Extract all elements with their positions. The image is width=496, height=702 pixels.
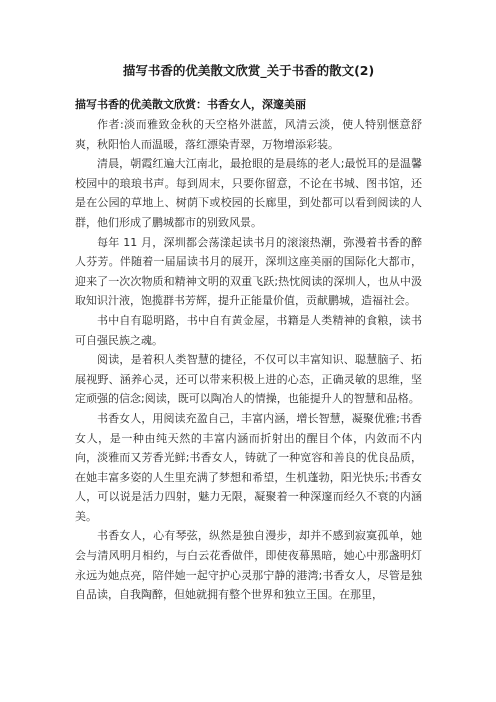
paragraph-author: 作者:淡而雅致金秋的天空格外湛蓝，风清云淡，使人特别惬意舒爽，秋阳怡人而温暖，落红漂染青翠，万物增添彩装。 [75, 118, 422, 151]
paragraph: 阅读，是着积人类智慧的捷径，不仅可以丰富知识、聪慧脑子、拓展视野、涵养心灵，还可以带来积极上进的心态，正确灵敏的思维，坚定顽强的信念;阅读，既可以陶冶人的情操，也能提升人的智慧和品格。 [75, 353, 422, 406]
section-heading: 描写书香的优美散文欣赏：书香女人，深邃美丽 [75, 98, 306, 111]
paragraph: 清晨，朝霞红遍大江南北，最抢眼的是晨练的老人;最悦耳的是温馨校园中的琅琅书声。每到周末，只要你留意，不论在书城、图书馆，还是在公园的草地上、树荫下或校园的长廊里，到处都可以看到阅读的人群，他们形成了鹏城都市的别致风景。 [75, 157, 422, 229]
paragraph: 书中自有聪明路，书中自有黄金屋，书籍是人类精神的食粮，读书可自强民族之魂。 [75, 313, 422, 347]
paragraph: 书香女人，用阅读充盈自己，丰富内涵，增长智慧，凝聚优雅;书香女人，是一种由纯天然的丰富内涵而折射出的醒目个体，内敛而不内向，淡雅而又芳香光鲜;书香女人，铸就了一种宽容和善良的优良品质，在她丰富多姿的人生里充满了梦想和希望，生机蓬勃，阳光快乐;书香女人，可以说是活力四射，魅力无限，凝聚着一种深邃而经久不衰的内涵美。 [75, 411, 422, 523]
paragraph: 每年 11 月，深圳都会荡漾起读书月的滚滚热潮，弥漫着书香的醉人芬芳。伴随着一届届读书月的展开，深圳这座美丽的国际化大都市，迎来了一次次物质和精神文明的双重飞跃;热忱阅读的深圳人，也从中汲取知识汁液，饱揽群书芳辉，提升正能量价值，贡献鹏城，造福社会。 [75, 235, 422, 308]
paragraph: 书香女人，心有琴弦，纵然是独自漫步，却并不感到寂寞孤单，她会与清风明月相约，与白云花香做伴，即使夜幕黑暗，她心中那盏明灯永远为她点亮，陪伴她一起守护心灵那宁静的港湾;书香女人，尽管是独自品读，自我陶醉，但她就拥有整个世界和独立王国。在那里， [75, 529, 422, 602]
document-title: 描写书香的优美散文欣赏_关于书香的散文(2) [122, 63, 375, 78]
